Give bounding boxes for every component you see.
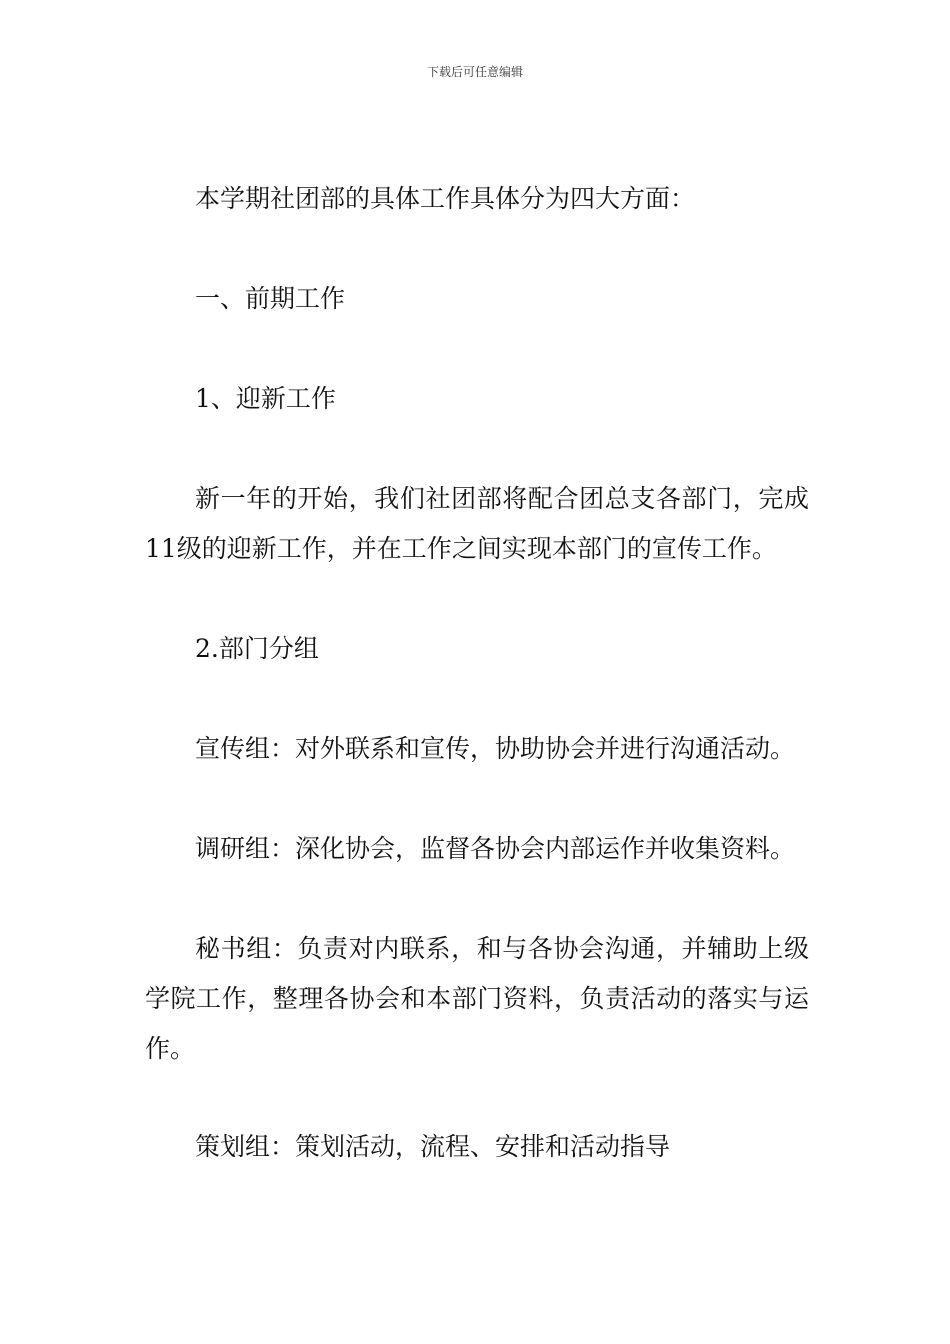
group-paragraph-research: 调研组：深化协会，监督各协会内部运作并收集资料。 xyxy=(195,834,796,863)
body-paragraph: 新一年的开始，我们社团部将配合团总支各部门，完成11级的迎新工作，并在工作之间实现本部门的宣传工作。 xyxy=(145,484,809,563)
group-paragraph-planning: 策划组：策划活动，流程、安排和活动指导 xyxy=(195,1132,671,1161)
intro-paragraph: 本学期社团部的具体工作具体分为四大方面： xyxy=(195,184,696,213)
group-paragraph-publicity: 宣传组：对外联系和宣传，协助协会并进行沟通活动。 xyxy=(195,734,796,763)
group-paragraph-secretary: 秘书组：负责对内联系，和与各协会沟通，并辅助上级学院工作，整理各协会和本部门资料，负责活动的落实与运作。 xyxy=(145,934,809,1063)
item-heading: 1、迎新工作 xyxy=(195,384,336,413)
section-heading: 一、前期工作 xyxy=(195,284,346,313)
item-heading: 2.部门分组 xyxy=(195,634,319,663)
page-header-note: 下载后可任意编辑 xyxy=(426,65,523,79)
